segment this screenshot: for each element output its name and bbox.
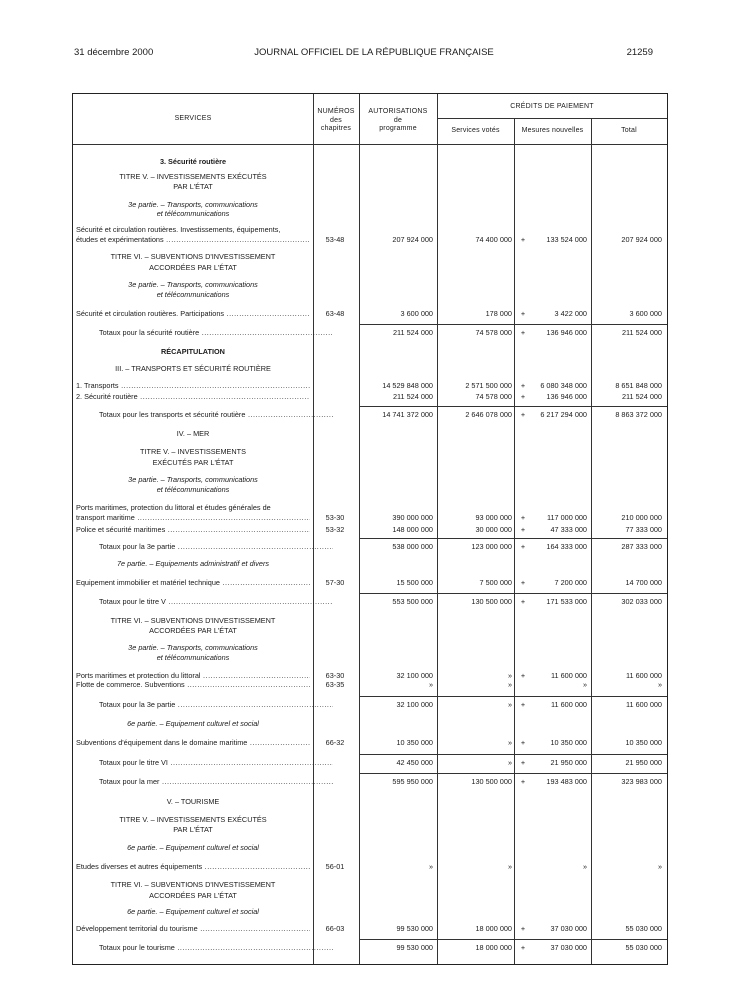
services-votes-value: 178 000 <box>485 309 512 318</box>
mesures-nouvelles-value: 164 333 000 <box>546 542 587 551</box>
services-votes-value: » <box>507 671 512 680</box>
sign: + <box>520 671 526 680</box>
program-authorisation: 3 600 000 <box>400 309 433 318</box>
row-label: Sécurité et circulation routières. Investissements, équipements, <box>76 225 281 234</box>
col-divider <box>437 94 438 964</box>
mesures-nouvelles-value: 193 483 000 <box>546 777 587 786</box>
row-label: Etudes diverses et autres équipements ..... <box>76 862 310 871</box>
services-votes-value: 2 571 500 000 <box>465 381 512 390</box>
col-divider <box>359 94 360 964</box>
program-authorisation: 14 529 848 000 <box>382 381 433 390</box>
program-authorisation: » <box>428 680 433 689</box>
total-value: 11 600 000 <box>626 700 662 709</box>
totals-rule <box>359 696 667 697</box>
totals-rule <box>359 939 667 940</box>
row-label: Totaux pour le titre V ..... <box>99 597 333 606</box>
row-label: et télécommunications <box>156 209 230 218</box>
total-value: 55 030 000 <box>625 924 662 933</box>
row-label: Sécurité et circulation routières. Participations ..... <box>76 309 310 318</box>
total-value: 8 863 372 000 <box>615 410 662 419</box>
sign: + <box>520 777 526 786</box>
services-votes-value: 93 000 000 <box>475 513 512 522</box>
totals-rule <box>359 773 667 774</box>
chapter-number: 66-03 <box>325 924 345 933</box>
program-authorisation: 32 100 000 <box>396 700 433 709</box>
mesures-nouvelles-value: 136 946 000 <box>546 392 587 401</box>
total-value: 207 924 000 <box>621 235 662 244</box>
sign: + <box>520 328 526 337</box>
total-value: 55 030 000 <box>625 943 662 952</box>
row-label: transport maritime ..... <box>76 513 310 522</box>
row-label: ACCORDÉES PAR L'ÉTAT <box>149 626 237 635</box>
chapter-number: 53-32 <box>325 525 345 534</box>
mesures-nouvelles-value: 171 533 000 <box>546 597 587 606</box>
row-label: TITRE V. – INVESTISSEMENTS EXÉCUTÉS <box>119 815 267 824</box>
row-label: 6e partie. – Equipement culturel et social <box>127 719 259 728</box>
program-authorisation: 595 950 000 <box>392 777 433 786</box>
total-value: 3 600 000 <box>629 309 662 318</box>
sign: + <box>520 525 526 534</box>
row-label: 3e partie. – Transports, communications <box>128 475 258 484</box>
sign: + <box>520 392 526 401</box>
budget-table <box>72 93 668 965</box>
header-mesures: Mesures nouvelles <box>521 127 584 134</box>
total-value: 10 350 000 <box>625 738 662 747</box>
total-value: 14 700 000 <box>625 578 662 587</box>
mesures-nouvelles-value: 3 422 000 <box>554 309 587 318</box>
header-rule <box>437 118 667 119</box>
mesures-nouvelles-value: 7 200 000 <box>554 578 587 587</box>
row-label: Totaux pour la 3e partie ..... <box>99 700 333 709</box>
chapter-number: 63-35 <box>325 680 345 689</box>
mesures-nouvelles-value: 133 524 000 <box>546 235 587 244</box>
program-authorisation: 207 924 000 <box>392 235 433 244</box>
row-label: TITRE V. – INVESTISSEMENTS EXÉCUTÉS <box>119 172 267 181</box>
program-authorisation: 148 000 000 <box>392 525 433 534</box>
row-label: études et expérimentations ..... <box>76 235 310 244</box>
program-authorisation: 99 530 000 <box>396 924 433 933</box>
program-authorisation: » <box>428 862 433 871</box>
row-label: Subventions d'équipement dans le domaine maritime ..... <box>76 738 310 747</box>
services-votes-value: 18 000 000 <box>475 943 512 952</box>
mesures-nouvelles-value: 10 350 000 <box>550 738 587 747</box>
mesures-nouvelles-value: 136 946 000 <box>546 328 587 337</box>
header-services: SERVICES <box>174 115 212 122</box>
chapter-number: 66-32 <box>325 738 345 747</box>
sign: + <box>520 758 526 767</box>
services-votes-value: 74 400 000 <box>475 235 512 244</box>
services-votes-value: » <box>507 680 512 689</box>
row-label: Police et sécurité maritimes ..... <box>76 525 310 534</box>
chapter-number: 63-48 <box>325 309 345 318</box>
total-value: 8 651 848 000 <box>615 381 662 390</box>
total-value: 323 983 000 <box>621 777 662 786</box>
row-label: TITRE VI. – SUBVENTIONS D'INVESTISSEMENT <box>110 616 276 625</box>
total-value: 211 524 000 <box>621 328 662 337</box>
chapter-number: 63-30 <box>325 671 345 680</box>
header-services-votes: Services votés <box>451 127 500 134</box>
mesures-nouvelles-value: » <box>582 680 587 689</box>
page-number: 21259 <box>626 47 653 58</box>
row-label: Equipement immobilier et matériel technique ..... <box>76 578 310 587</box>
row-label: Totaux pour le tourisme ..... <box>99 943 333 952</box>
col-divider <box>514 119 515 964</box>
sign: + <box>520 381 526 390</box>
chapter-number: 53-48 <box>325 235 345 244</box>
totals-rule <box>359 538 667 539</box>
row-label: 3. Sécurité routière <box>159 157 227 166</box>
sign: + <box>520 578 526 587</box>
services-votes-value: 7 500 000 <box>479 578 512 587</box>
total-value: 11 600 000 <box>626 671 662 680</box>
program-authorisation: 15 500 000 <box>396 578 433 587</box>
services-votes-value: » <box>507 862 512 871</box>
header-total: Total <box>621 127 637 134</box>
mesures-nouvelles-value: 21 950 000 <box>550 758 587 767</box>
mesures-nouvelles-value: 11 600 000 <box>551 700 587 709</box>
row-label: PAR L'ÉTAT <box>173 182 213 191</box>
header-autorisations: AUTORISATIONS de programme <box>368 108 428 132</box>
row-label: TITRE VI. – SUBVENTIONS D'INVESTISSEMENT <box>110 252 276 261</box>
totals-rule <box>359 754 667 755</box>
row-label: Ports maritimes, protection du littoral et études générales de <box>76 503 271 512</box>
row-label: ACCORDÉES PAR L'ÉTAT <box>149 263 237 272</box>
mesures-nouvelles-value: 6 080 348 000 <box>540 381 587 390</box>
services-votes-value: 74 578 000 <box>475 392 512 401</box>
header-credits: CRÉDITS DE PAIEMENT <box>510 103 594 110</box>
header-rule <box>73 144 667 145</box>
chapter-number: 53-30 <box>325 513 345 522</box>
mesures-nouvelles-value: 11 600 000 <box>551 671 587 680</box>
mesures-nouvelles-value: 47 333 000 <box>550 525 587 534</box>
chapter-number: 56-01 <box>325 862 345 871</box>
row-label: TITRE V. – INVESTISSEMENTS <box>140 447 246 456</box>
row-label: PAR L'ÉTAT <box>173 825 213 834</box>
total-value: 287 333 000 <box>621 542 662 551</box>
row-label: Totaux pour la 3e partie ..... <box>99 542 333 551</box>
mesures-nouvelles-value: 117 000 000 <box>546 513 587 522</box>
row-label: Flotte de commerce. Subventions ..... <box>76 680 310 689</box>
services-votes-value: » <box>507 758 512 767</box>
row-label: Totaux pour le titre VI ..... <box>99 758 333 767</box>
row-label: ACCORDÉES PAR L'ÉTAT <box>149 891 237 900</box>
program-authorisation: 14 741 372 000 <box>382 410 433 419</box>
col-divider <box>313 94 314 964</box>
sign: + <box>520 738 526 747</box>
sign: + <box>520 700 526 709</box>
total-value: 210 000 000 <box>621 513 662 522</box>
row-label: 6e partie. – Equipement culturel et social <box>127 843 259 852</box>
mesures-nouvelles-value: 37 030 000 <box>550 924 587 933</box>
program-authorisation: 42 450 000 <box>396 758 433 767</box>
row-label: 7e partie. – Equipements administratif et divers <box>116 559 270 568</box>
program-authorisation: 211 524 000 <box>392 328 433 337</box>
sign: + <box>520 309 526 318</box>
total-value: 21 950 000 <box>625 758 662 767</box>
services-votes-value: 30 000 000 <box>475 525 512 534</box>
services-votes-value: 123 000 000 <box>471 542 512 551</box>
row-label: 2. Sécurité routière ..... <box>76 392 310 401</box>
total-value: 77 333 000 <box>625 525 662 534</box>
services-votes-value: » <box>507 700 512 709</box>
totals-rule <box>359 324 667 325</box>
row-label: Totaux pour les transports et sécurité routière ..... <box>99 410 333 419</box>
mesures-nouvelles-value: » <box>582 862 587 871</box>
services-votes-value: 74 578 000 <box>475 328 512 337</box>
row-label: 3e partie. – Transports, communications <box>128 643 258 652</box>
row-label: 3e partie. – Transports, communications <box>128 280 258 289</box>
row-label: 1. Transports ..... <box>76 381 310 390</box>
row-label: et télécommunications <box>156 290 230 299</box>
total-value: 302 033 000 <box>621 597 662 606</box>
page-date: 31 décembre 2000 <box>74 47 154 58</box>
row-label: IV. – MER <box>176 429 210 438</box>
services-votes-value: 130 500 000 <box>471 597 512 606</box>
sign: + <box>520 924 526 933</box>
services-votes-value: 2 646 078 000 <box>465 410 512 419</box>
program-authorisation: 32 100 000 <box>396 671 433 680</box>
sign: + <box>520 235 526 244</box>
sign: + <box>520 597 526 606</box>
col-divider <box>591 119 592 964</box>
row-label: Totaux pour la mer ..... <box>99 777 333 786</box>
row-label: EXÉCUTÉS PAR L'ÉTAT <box>152 458 234 467</box>
services-votes-value: » <box>507 738 512 747</box>
row-label: et télécommunications <box>156 653 230 662</box>
totals-rule <box>359 406 667 407</box>
chapter-number: 57-30 <box>325 578 345 587</box>
row-label: 3e partie. – Transports, communications <box>128 200 258 209</box>
header-numeros: NUMÉROS des chapitres <box>317 108 355 132</box>
row-label: et télécommunications <box>156 485 230 494</box>
program-authorisation: 390 000 000 <box>392 513 433 522</box>
totals-rule <box>359 593 667 594</box>
total-value: 211 524 000 <box>621 392 662 401</box>
program-authorisation: 10 350 000 <box>396 738 433 747</box>
services-votes-value: 130 500 000 <box>471 777 512 786</box>
mesures-nouvelles-value: 37 030 000 <box>550 943 587 952</box>
program-authorisation: 538 000 000 <box>392 542 433 551</box>
total-value: » <box>657 862 662 871</box>
total-value: » <box>657 680 662 689</box>
program-authorisation: 211 524 000 <box>392 392 433 401</box>
row-label: 6e partie. – Equipement culturel et social <box>127 907 259 916</box>
journal-title: JOURNAL OFFICIEL DE LA RÉPUBLIQUE FRANÇAISE <box>254 47 494 58</box>
row-label: Totaux pour la sécurité routière ..... <box>99 328 333 337</box>
row-label: III. – TRANSPORTS ET SÉCURITÉ ROUTIÈRE <box>115 364 271 373</box>
row-label: V. – TOURISME <box>166 797 220 806</box>
sign: + <box>520 943 526 952</box>
sign: + <box>520 410 526 419</box>
row-label: TITRE VI. – SUBVENTIONS D'INVESTISSEMENT <box>110 880 276 889</box>
program-authorisation: 99 530 000 <box>396 943 433 952</box>
services-votes-value: 18 000 000 <box>475 924 512 933</box>
sign: + <box>520 513 526 522</box>
row-label: Ports maritimes et protection du littoral ..... <box>76 671 310 680</box>
mesures-nouvelles-value: 6 217 294 000 <box>540 410 587 419</box>
program-authorisation: 553 500 000 <box>392 597 433 606</box>
row-label: RÉCAPITULATION <box>161 347 225 356</box>
row-label: Développement territorial du tourisme ..... <box>76 924 310 933</box>
sign: + <box>520 542 526 551</box>
